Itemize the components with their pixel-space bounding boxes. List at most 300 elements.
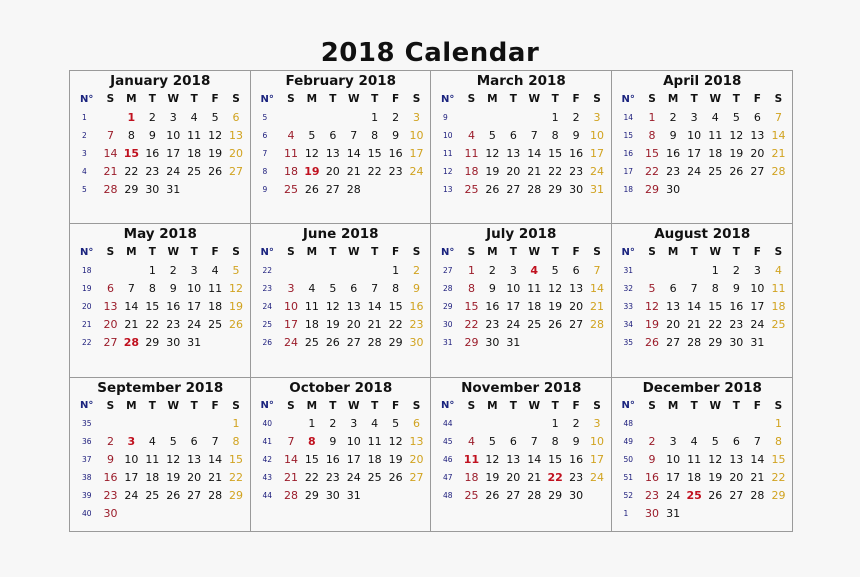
day-cell[interactable]: 4 bbox=[467, 435, 475, 449]
day-cell[interactable]: 17 bbox=[187, 299, 202, 313]
day-cell[interactable]: 24 bbox=[590, 471, 605, 485]
day-cell[interactable]: 6 bbox=[106, 281, 114, 295]
day-cell[interactable]: 5 bbox=[169, 435, 177, 449]
day-cell[interactable]: 18 bbox=[283, 164, 298, 178]
day-cell[interactable]: 1 bbox=[551, 110, 559, 124]
day-cell[interactable]: 6 bbox=[329, 128, 337, 142]
day-cell[interactable]: 10 bbox=[750, 281, 765, 295]
day-cell[interactable]: 6 bbox=[413, 417, 421, 431]
day-cell[interactable]: 9 bbox=[572, 128, 580, 142]
day-cell[interactable]: 22 bbox=[229, 471, 244, 485]
day-cell[interactable]: 29 bbox=[229, 489, 244, 503]
day-cell[interactable]: 8 bbox=[127, 128, 135, 142]
day-cell[interactable]: 3 bbox=[287, 281, 295, 295]
day-cell[interactable]: 17 bbox=[750, 299, 765, 313]
day-cell[interactable]: 25 bbox=[771, 317, 786, 331]
day-cell[interactable]: 27 bbox=[750, 164, 765, 178]
day-cell[interactable]: 26 bbox=[485, 489, 500, 503]
day-cell[interactable]: 31 bbox=[187, 335, 202, 349]
day-cell[interactable]: 17 bbox=[590, 146, 605, 160]
day-cell[interactable]: 18 bbox=[304, 317, 319, 331]
day-cell[interactable]: 30 bbox=[166, 335, 181, 349]
day-cell[interactable]: 20 bbox=[506, 471, 521, 485]
day-cell[interactable]: 26 bbox=[548, 317, 563, 331]
day-cell[interactable]: 17 bbox=[687, 146, 702, 160]
day-cell[interactable]: 4 bbox=[530, 263, 539, 277]
day-cell[interactable]: 12 bbox=[325, 299, 340, 313]
day-cell[interactable]: 29 bbox=[464, 335, 479, 349]
day-cell[interactable]: 22 bbox=[124, 164, 139, 178]
day-cell[interactable]: 5 bbox=[392, 417, 400, 431]
day-cell[interactable]: 10 bbox=[283, 299, 298, 313]
day-cell[interactable]: 30 bbox=[569, 182, 584, 196]
day-cell[interactable]: 12 bbox=[729, 128, 744, 142]
day-cell[interactable]: 21 bbox=[527, 471, 542, 485]
day-cell[interactable]: 1 bbox=[308, 417, 316, 431]
day-cell[interactable]: 6 bbox=[232, 110, 240, 124]
day-cell[interactable]: 22 bbox=[547, 471, 563, 485]
day-cell[interactable]: 12 bbox=[485, 453, 500, 467]
day-cell[interactable]: 22 bbox=[388, 317, 403, 331]
day-cell[interactable]: 29 bbox=[548, 489, 563, 503]
day-cell[interactable]: 16 bbox=[729, 299, 744, 313]
day-cell[interactable]: 17 bbox=[346, 453, 361, 467]
day-cell[interactable]: 19 bbox=[325, 317, 340, 331]
day-cell[interactable]: 9 bbox=[169, 281, 177, 295]
day-cell[interactable]: 23 bbox=[325, 471, 340, 485]
day-cell[interactable]: 4 bbox=[371, 417, 379, 431]
day-cell[interactable]: 20 bbox=[569, 299, 584, 313]
day-cell[interactable]: 16 bbox=[103, 471, 118, 485]
day-cell[interactable]: 8 bbox=[551, 128, 559, 142]
day-cell[interactable]: 16 bbox=[645, 471, 660, 485]
day-cell[interactable]: 15 bbox=[388, 299, 403, 313]
day-cell[interactable]: 26 bbox=[388, 471, 403, 485]
day-cell[interactable]: 17 bbox=[124, 471, 139, 485]
day-cell[interactable]: 5 bbox=[488, 128, 496, 142]
day-cell[interactable]: 20 bbox=[229, 146, 244, 160]
day-cell[interactable]: 3 bbox=[753, 263, 761, 277]
day-cell[interactable]: 11 bbox=[708, 128, 723, 142]
day-cell[interactable]: 13 bbox=[409, 435, 424, 449]
day-cell[interactable]: 14 bbox=[527, 453, 542, 467]
day-cell[interactable]: 15 bbox=[771, 453, 786, 467]
day-cell[interactable]: 26 bbox=[708, 489, 723, 503]
day-cell[interactable]: 9 bbox=[669, 128, 677, 142]
day-cell[interactable]: 7 bbox=[530, 128, 538, 142]
day-cell[interactable]: 10 bbox=[666, 453, 681, 467]
day-cell[interactable]: 19 bbox=[304, 164, 320, 178]
day-cell[interactable]: 3 bbox=[190, 263, 198, 277]
day-cell[interactable]: 20 bbox=[187, 471, 202, 485]
day-cell[interactable]: 19 bbox=[645, 317, 660, 331]
day-cell[interactable]: 22 bbox=[304, 471, 319, 485]
day-cell[interactable]: 7 bbox=[211, 435, 219, 449]
day-cell[interactable]: 6 bbox=[509, 128, 517, 142]
day-cell[interactable]: 5 bbox=[329, 281, 337, 295]
day-cell[interactable]: 25 bbox=[527, 317, 542, 331]
day-cell[interactable]: 12 bbox=[548, 281, 563, 295]
day-cell[interactable]: 1 bbox=[711, 263, 719, 277]
day-cell[interactable]: 18 bbox=[464, 164, 479, 178]
day-cell[interactable]: 10 bbox=[166, 128, 181, 142]
day-cell[interactable]: 11 bbox=[771, 281, 786, 295]
day-cell[interactable]: 29 bbox=[548, 182, 563, 196]
day-cell[interactable]: 12 bbox=[388, 435, 403, 449]
day-cell[interactable]: 20 bbox=[409, 453, 424, 467]
day-cell[interactable]: 6 bbox=[572, 263, 580, 277]
day-cell[interactable]: 21 bbox=[771, 146, 786, 160]
day-cell[interactable]: 11 bbox=[283, 146, 298, 160]
day-cell[interactable]: 3 bbox=[350, 417, 358, 431]
day-cell[interactable]: 13 bbox=[666, 299, 681, 313]
day-cell[interactable]: 1 bbox=[232, 417, 240, 431]
day-cell[interactable]: 2 bbox=[648, 435, 656, 449]
day-cell[interactable]: 16 bbox=[325, 453, 340, 467]
day-cell[interactable]: 28 bbox=[346, 182, 361, 196]
day-cell[interactable]: 20 bbox=[506, 164, 521, 178]
day-cell[interactable]: 9 bbox=[572, 435, 580, 449]
day-cell[interactable]: 22 bbox=[708, 317, 723, 331]
day-cell[interactable]: 23 bbox=[388, 164, 403, 178]
day-cell[interactable]: 25 bbox=[187, 164, 202, 178]
day-cell[interactable]: 4 bbox=[287, 128, 295, 142]
day-cell[interactable]: 17 bbox=[409, 146, 424, 160]
day-cell[interactable]: 27 bbox=[506, 489, 521, 503]
day-cell[interactable]: 2 bbox=[106, 435, 114, 449]
day-cell[interactable]: 5 bbox=[488, 435, 496, 449]
day-cell[interactable]: 28 bbox=[527, 182, 542, 196]
day-cell[interactable]: 16 bbox=[166, 299, 181, 313]
day-cell[interactable]: 4 bbox=[148, 435, 156, 449]
day-cell[interactable]: 19 bbox=[388, 453, 403, 467]
day-cell[interactable]: 20 bbox=[346, 317, 361, 331]
day-cell[interactable]: 16 bbox=[409, 299, 424, 313]
day-cell[interactable]: 7 bbox=[690, 281, 698, 295]
day-cell[interactable]: 14 bbox=[124, 299, 139, 313]
day-cell[interactable]: 13 bbox=[325, 146, 340, 160]
day-cell[interactable]: 12 bbox=[485, 146, 500, 160]
day-cell[interactable]: 15 bbox=[548, 453, 563, 467]
day-cell[interactable]: 6 bbox=[753, 110, 761, 124]
day-cell[interactable]: 13 bbox=[506, 453, 521, 467]
day-cell[interactable]: 4 bbox=[690, 435, 698, 449]
day-cell[interactable]: 7 bbox=[287, 435, 295, 449]
day-cell[interactable]: 27 bbox=[325, 182, 340, 196]
day-cell[interactable]: 2 bbox=[392, 110, 400, 124]
day-cell[interactable]: 30 bbox=[729, 335, 744, 349]
day-cell[interactable]: 18 bbox=[208, 299, 223, 313]
day-cell[interactable]: 14 bbox=[687, 299, 702, 313]
day-cell[interactable]: 31 bbox=[346, 489, 361, 503]
day-cell[interactable]: 1 bbox=[467, 263, 475, 277]
day-cell[interactable]: 24 bbox=[409, 164, 424, 178]
day-cell[interactable]: 9 bbox=[413, 281, 421, 295]
day-cell[interactable]: 2 bbox=[669, 110, 677, 124]
day-cell[interactable]: 29 bbox=[304, 489, 319, 503]
day-cell[interactable]: 15 bbox=[304, 453, 319, 467]
day-cell[interactable]: 5 bbox=[732, 110, 740, 124]
day-cell[interactable]: 7 bbox=[127, 281, 135, 295]
day-cell[interactable]: 20 bbox=[729, 471, 744, 485]
day-cell[interactable]: 30 bbox=[103, 507, 118, 521]
day-cell[interactable]: 11 bbox=[367, 435, 382, 449]
day-cell[interactable]: 25 bbox=[283, 182, 298, 196]
day-cell[interactable]: 17 bbox=[590, 453, 605, 467]
day-cell[interactable]: 2 bbox=[732, 263, 740, 277]
day-cell[interactable]: 20 bbox=[666, 317, 681, 331]
day-cell[interactable]: 11 bbox=[687, 453, 702, 467]
day-cell[interactable]: 6 bbox=[669, 281, 677, 295]
day-cell[interactable]: 25 bbox=[708, 164, 723, 178]
day-cell[interactable]: 30 bbox=[666, 182, 681, 196]
day-cell[interactable]: 24 bbox=[124, 489, 139, 503]
day-cell[interactable]: 28 bbox=[123, 335, 140, 349]
day-cell[interactable]: 30 bbox=[569, 489, 584, 503]
day-cell[interactable]: 4 bbox=[308, 281, 316, 295]
day-cell[interactable]: 24 bbox=[750, 317, 765, 331]
day-cell[interactable]: 5 bbox=[232, 263, 240, 277]
day-cell[interactable]: 11 bbox=[187, 128, 202, 142]
day-cell[interactable]: 23 bbox=[569, 471, 584, 485]
day-cell[interactable]: 2 bbox=[488, 263, 496, 277]
day-cell[interactable]: 13 bbox=[229, 128, 244, 142]
day-cell[interactable]: 2 bbox=[148, 110, 156, 124]
day-cell[interactable]: 17 bbox=[283, 317, 298, 331]
day-cell[interactable]: 7 bbox=[774, 110, 782, 124]
day-cell[interactable]: 10 bbox=[506, 281, 521, 295]
day-cell[interactable]: 13 bbox=[103, 299, 118, 313]
day-cell[interactable]: 14 bbox=[590, 281, 605, 295]
day-cell[interactable]: 27 bbox=[729, 489, 744, 503]
day-cell[interactable]: 1 bbox=[648, 110, 656, 124]
day-cell[interactable]: 27 bbox=[187, 489, 202, 503]
day-cell[interactable]: 31 bbox=[666, 507, 681, 521]
day-cell[interactable]: 25 bbox=[304, 335, 319, 349]
day-cell[interactable]: 9 bbox=[148, 128, 156, 142]
day-cell[interactable]: 4 bbox=[774, 263, 782, 277]
day-cell[interactable]: 26 bbox=[229, 317, 244, 331]
day-cell[interactable]: 19 bbox=[485, 471, 500, 485]
day-cell[interactable]: 3 bbox=[669, 435, 677, 449]
day-cell[interactable]: 29 bbox=[771, 489, 786, 503]
day-cell[interactable]: 3 bbox=[509, 263, 517, 277]
day-cell[interactable]: 22 bbox=[464, 317, 479, 331]
day-cell[interactable]: 28 bbox=[208, 489, 223, 503]
day-cell[interactable]: 15 bbox=[464, 299, 479, 313]
day-cell[interactable]: 23 bbox=[409, 317, 424, 331]
day-cell[interactable]: 19 bbox=[729, 146, 744, 160]
day-cell[interactable]: 21 bbox=[687, 317, 702, 331]
day-cell[interactable]: 16 bbox=[145, 146, 160, 160]
day-cell[interactable]: 21 bbox=[590, 299, 605, 313]
day-cell[interactable]: 8 bbox=[371, 128, 379, 142]
day-cell[interactable]: 20 bbox=[750, 146, 765, 160]
day-cell[interactable]: 20 bbox=[325, 164, 340, 178]
day-cell[interactable]: 3 bbox=[127, 435, 136, 449]
day-cell[interactable]: 7 bbox=[371, 281, 379, 295]
day-cell[interactable]: 7 bbox=[753, 435, 761, 449]
day-cell[interactable]: 29 bbox=[645, 182, 660, 196]
day-cell[interactable]: 5 bbox=[211, 110, 219, 124]
day-cell[interactable]: 10 bbox=[124, 453, 139, 467]
day-cell[interactable]: 24 bbox=[590, 164, 605, 178]
day-cell[interactable]: 8 bbox=[774, 435, 782, 449]
day-cell[interactable]: 10 bbox=[346, 435, 361, 449]
day-cell[interactable]: 22 bbox=[548, 164, 563, 178]
day-cell[interactable]: 23 bbox=[666, 164, 681, 178]
day-cell[interactable]: 3 bbox=[690, 110, 698, 124]
day-cell[interactable]: 29 bbox=[124, 182, 139, 196]
day-cell[interactable]: 31 bbox=[166, 182, 181, 196]
day-cell[interactable]: 22 bbox=[645, 164, 660, 178]
day-cell[interactable]: 28 bbox=[527, 489, 542, 503]
day-cell[interactable]: 2 bbox=[169, 263, 177, 277]
day-cell[interactable]: 4 bbox=[190, 110, 198, 124]
day-cell[interactable]: 18 bbox=[367, 453, 382, 467]
day-cell[interactable]: 18 bbox=[708, 146, 723, 160]
day-cell[interactable]: 22 bbox=[771, 471, 786, 485]
day-cell[interactable]: 14 bbox=[527, 146, 542, 160]
day-cell[interactable]: 12 bbox=[304, 146, 319, 160]
day-cell[interactable]: 2 bbox=[413, 263, 421, 277]
day-cell[interactable]: 2 bbox=[329, 417, 337, 431]
day-cell[interactable]: 1 bbox=[127, 110, 136, 124]
day-cell[interactable]: 13 bbox=[729, 453, 744, 467]
day-cell[interactable]: 28 bbox=[771, 164, 786, 178]
day-cell[interactable]: 12 bbox=[645, 299, 660, 313]
day-cell[interactable]: 19 bbox=[166, 471, 181, 485]
day-cell[interactable]: 25 bbox=[464, 182, 479, 196]
day-cell[interactable]: 17 bbox=[666, 471, 681, 485]
day-cell[interactable]: 23 bbox=[145, 164, 160, 178]
day-cell[interactable]: 25 bbox=[464, 489, 479, 503]
day-cell[interactable]: 24 bbox=[187, 317, 202, 331]
day-cell[interactable]: 26 bbox=[166, 489, 181, 503]
day-cell[interactable]: 9 bbox=[329, 435, 337, 449]
day-cell[interactable]: 30 bbox=[325, 489, 340, 503]
day-cell[interactable]: 18 bbox=[687, 471, 702, 485]
day-cell[interactable]: 8 bbox=[148, 281, 156, 295]
day-cell[interactable]: 30 bbox=[145, 182, 160, 196]
day-cell[interactable]: 31 bbox=[750, 335, 765, 349]
day-cell[interactable]: 21 bbox=[346, 164, 361, 178]
day-cell[interactable]: 25 bbox=[145, 489, 160, 503]
day-cell[interactable]: 13 bbox=[346, 299, 361, 313]
day-cell[interactable]: 21 bbox=[750, 471, 765, 485]
day-cell[interactable]: 12 bbox=[708, 453, 723, 467]
day-cell[interactable]: 18 bbox=[145, 471, 160, 485]
day-cell[interactable]: 15 bbox=[645, 146, 660, 160]
day-cell[interactable]: 24 bbox=[346, 471, 361, 485]
day-cell[interactable]: 28 bbox=[103, 182, 118, 196]
day-cell[interactable]: 2 bbox=[572, 110, 580, 124]
day-cell[interactable]: 10 bbox=[409, 128, 424, 142]
day-cell[interactable]: 23 bbox=[166, 317, 181, 331]
day-cell[interactable]: 7 bbox=[530, 435, 538, 449]
day-cell[interactable]: 19 bbox=[708, 471, 723, 485]
day-cell[interactable]: 23 bbox=[729, 317, 744, 331]
day-cell[interactable]: 1 bbox=[371, 110, 379, 124]
day-cell[interactable]: 27 bbox=[506, 182, 521, 196]
day-cell[interactable]: 15 bbox=[229, 453, 244, 467]
day-cell[interactable]: 15 bbox=[367, 146, 382, 160]
day-cell[interactable]: 30 bbox=[645, 507, 660, 521]
day-cell[interactable]: 16 bbox=[569, 453, 584, 467]
day-cell[interactable]: 16 bbox=[569, 146, 584, 160]
day-cell[interactable]: 1 bbox=[551, 417, 559, 431]
day-cell[interactable]: 10 bbox=[590, 128, 605, 142]
day-cell[interactable]: 29 bbox=[708, 335, 723, 349]
day-cell[interactable]: 8 bbox=[467, 281, 475, 295]
day-cell[interactable]: 25 bbox=[686, 489, 702, 503]
day-cell[interactable]: 19 bbox=[548, 299, 563, 313]
day-cell[interactable]: 4 bbox=[211, 263, 219, 277]
day-cell[interactable]: 3 bbox=[593, 417, 601, 431]
day-cell[interactable]: 23 bbox=[485, 317, 500, 331]
day-cell[interactable]: 11 bbox=[463, 453, 480, 467]
day-cell[interactable]: 27 bbox=[103, 335, 118, 349]
day-cell[interactable]: 18 bbox=[464, 471, 479, 485]
day-cell[interactable]: 18 bbox=[771, 299, 786, 313]
day-cell[interactable]: 1 bbox=[392, 263, 400, 277]
day-cell[interactable]: 18 bbox=[187, 146, 202, 160]
day-cell[interactable]: 1 bbox=[774, 417, 782, 431]
day-cell[interactable]: 27 bbox=[346, 335, 361, 349]
day-cell[interactable]: 4 bbox=[467, 128, 475, 142]
day-cell[interactable]: 9 bbox=[648, 453, 656, 467]
day-cell[interactable]: 26 bbox=[304, 182, 319, 196]
day-cell[interactable]: 1 bbox=[148, 263, 156, 277]
day-cell[interactable]: 25 bbox=[367, 471, 382, 485]
day-cell[interactable]: 8 bbox=[711, 281, 719, 295]
day-cell[interactable]: 7 bbox=[106, 128, 114, 142]
day-cell[interactable]: 27 bbox=[229, 164, 244, 178]
day-cell[interactable]: 21 bbox=[208, 471, 223, 485]
day-cell[interactable]: 31 bbox=[506, 335, 521, 349]
day-cell[interactable]: 12 bbox=[166, 453, 181, 467]
day-cell[interactable]: 17 bbox=[166, 146, 181, 160]
day-cell[interactable]: 9 bbox=[732, 281, 740, 295]
day-cell[interactable]: 27 bbox=[666, 335, 681, 349]
day-cell[interactable]: 3 bbox=[413, 110, 421, 124]
day-cell[interactable]: 5 bbox=[648, 281, 656, 295]
day-cell[interactable]: 11 bbox=[527, 281, 542, 295]
day-cell[interactable]: 30 bbox=[485, 335, 500, 349]
day-cell[interactable]: 9 bbox=[392, 128, 400, 142]
day-cell[interactable]: 26 bbox=[645, 335, 660, 349]
day-cell[interactable]: 22 bbox=[145, 317, 160, 331]
day-cell[interactable]: 25 bbox=[208, 317, 223, 331]
day-cell[interactable]: 8 bbox=[648, 128, 656, 142]
day-cell[interactable]: 7 bbox=[350, 128, 358, 142]
day-cell[interactable]: 24 bbox=[687, 164, 702, 178]
day-cell[interactable]: 7 bbox=[593, 263, 601, 277]
day-cell[interactable]: 14 bbox=[750, 453, 765, 467]
day-cell[interactable]: 11 bbox=[208, 281, 223, 295]
day-cell[interactable]: 5 bbox=[711, 435, 719, 449]
day-cell[interactable]: 11 bbox=[464, 146, 479, 160]
day-cell[interactable]: 24 bbox=[506, 317, 521, 331]
day-cell[interactable]: 23 bbox=[645, 489, 660, 503]
day-cell[interactable]: 29 bbox=[388, 335, 403, 349]
day-cell[interactable]: 21 bbox=[124, 317, 139, 331]
day-cell[interactable]: 19 bbox=[208, 146, 223, 160]
day-cell[interactable]: 13 bbox=[506, 146, 521, 160]
day-cell[interactable]: 23 bbox=[569, 164, 584, 178]
day-cell[interactable]: 24 bbox=[166, 164, 181, 178]
day-cell[interactable]: 12 bbox=[208, 128, 223, 142]
